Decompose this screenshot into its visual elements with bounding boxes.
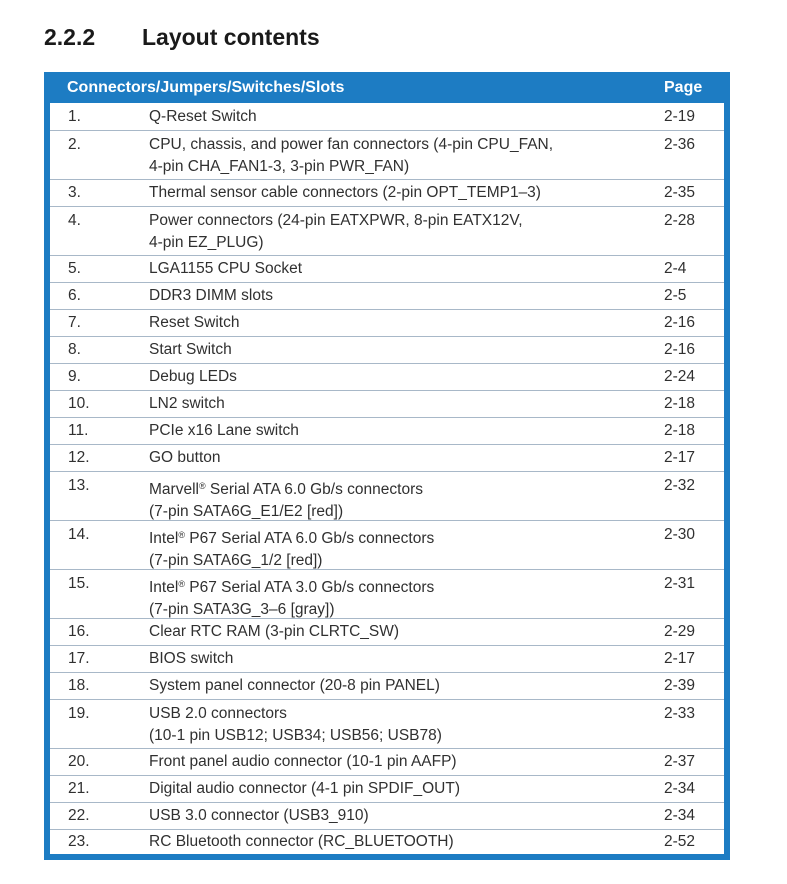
section-title: Layout contents bbox=[142, 23, 320, 50]
row-description bbox=[149, 703, 664, 748]
table-row bbox=[50, 520, 724, 569]
table-row bbox=[50, 618, 724, 645]
row-number: 11. bbox=[68, 422, 89, 439]
row-number: 18. bbox=[68, 677, 90, 694]
row-number: 14. bbox=[68, 526, 90, 543]
section-heading bbox=[44, 22, 320, 52]
row-description bbox=[149, 366, 664, 388]
row-description bbox=[149, 751, 664, 773]
row-page: 2-52 bbox=[664, 833, 696, 850]
table-row bbox=[50, 748, 724, 775]
row-number: 13. bbox=[68, 477, 90, 494]
brand-name: Intel bbox=[149, 530, 179, 547]
row-number: 16. bbox=[68, 623, 90, 640]
row-page: 2-19 bbox=[664, 107, 696, 125]
row-number: 23. bbox=[68, 833, 90, 850]
row-description bbox=[149, 675, 664, 697]
row-number: 3. bbox=[68, 184, 81, 201]
description-line-1: Power connectors (24-pin EATXPWR, 8-pin EATX12V, bbox=[149, 212, 523, 229]
row-description bbox=[149, 393, 664, 415]
row-page: 2-24 bbox=[664, 368, 696, 385]
brand-name: Marvell bbox=[149, 481, 199, 498]
row-page: 2-18 bbox=[664, 395, 696, 412]
row-number: 17. bbox=[68, 650, 90, 667]
description-line-2: (10-1 pin USB12; USB34; USB56; USB78) bbox=[149, 727, 442, 744]
row-page: 2-34 bbox=[664, 780, 696, 797]
row-description bbox=[149, 524, 664, 569]
row-number: 10. bbox=[68, 395, 90, 412]
description-line-1: Digital audio connector (4-1 pin SPDIF_OUT) bbox=[149, 780, 460, 797]
row-number: 22. bbox=[68, 807, 90, 824]
row-description bbox=[149, 831, 664, 853]
table-row bbox=[50, 802, 724, 829]
table-row bbox=[50, 471, 724, 520]
description-line-1: GO button bbox=[149, 449, 221, 466]
row-number: 5. bbox=[68, 260, 81, 277]
description-line-1 bbox=[149, 573, 664, 599]
row-number: 9. bbox=[68, 368, 81, 385]
row-number: 20. bbox=[68, 753, 90, 770]
row-page: 2-35 bbox=[664, 184, 696, 201]
row-page: 2-17 bbox=[664, 449, 696, 466]
row-number: 19. bbox=[68, 705, 90, 722]
row-description bbox=[149, 420, 664, 442]
registered-mark: ® bbox=[178, 530, 185, 540]
table-row bbox=[50, 699, 724, 748]
row-description bbox=[149, 621, 664, 643]
row-description bbox=[149, 106, 664, 128]
row-number: 1. bbox=[68, 107, 81, 125]
table-row bbox=[50, 363, 724, 390]
description-line-1: DDR3 DIMM slots bbox=[149, 287, 274, 304]
table-body bbox=[50, 103, 724, 854]
row-number: 15. bbox=[68, 575, 90, 592]
brand-name: Intel bbox=[149, 579, 179, 596]
table-row bbox=[50, 309, 724, 336]
row-description bbox=[149, 475, 664, 520]
row-number: 7. bbox=[68, 314, 81, 331]
row-description bbox=[149, 134, 664, 179]
description-line-1: Q-Reset Switch bbox=[149, 107, 257, 125]
table-row bbox=[50, 130, 724, 179]
description-line-1: Start Switch bbox=[149, 341, 232, 358]
description-line-1: System panel connector (20-8 pin PANEL) bbox=[149, 677, 440, 694]
table-row bbox=[50, 775, 724, 802]
row-number: 12. bbox=[68, 449, 90, 466]
table-row bbox=[50, 645, 724, 672]
table-row bbox=[50, 282, 724, 309]
row-page: 2-5 bbox=[664, 287, 687, 304]
description-line-2: 4-pin CHA_FAN1-3, 3-pin PWR_FAN) bbox=[149, 158, 410, 175]
description-line-1 bbox=[149, 475, 664, 501]
table-row bbox=[50, 672, 724, 699]
row-page: 2-32 bbox=[664, 477, 696, 494]
table-row bbox=[50, 255, 724, 282]
table-row bbox=[50, 103, 724, 130]
row-page: 2-16 bbox=[664, 314, 696, 331]
row-description bbox=[149, 182, 664, 204]
description-line-1: LGA1155 CPU Socket bbox=[149, 260, 303, 277]
description-text: P67 Serial ATA 6.0 Gb/s connectors bbox=[184, 530, 435, 547]
row-description bbox=[149, 285, 664, 307]
column-header-label: Connectors/Jumpers/Switches/Slots bbox=[67, 78, 345, 96]
row-page: 2-34 bbox=[664, 807, 696, 824]
layout-contents-table bbox=[44, 72, 730, 860]
row-description bbox=[149, 447, 664, 469]
row-page: 2-29 bbox=[664, 623, 696, 640]
registered-mark: ® bbox=[198, 481, 206, 491]
table-row bbox=[50, 829, 724, 854]
row-page: 2-30 bbox=[664, 526, 696, 543]
row-description bbox=[149, 312, 664, 334]
row-page: 2-39 bbox=[664, 677, 696, 694]
row-page: 2-36 bbox=[664, 136, 696, 153]
row-description bbox=[149, 648, 664, 670]
description-line-1: Front panel audio connector (10-1 pin AAFP) bbox=[149, 753, 457, 770]
description-line-1: BIOS switch bbox=[149, 650, 234, 667]
table-row bbox=[50, 336, 724, 363]
table-header bbox=[50, 72, 724, 103]
description-text: P67 Serial ATA 3.0 Gb/s connectors bbox=[184, 579, 435, 596]
description-line-1: LN2 switch bbox=[149, 395, 225, 412]
row-page: 2-18 bbox=[664, 422, 696, 439]
section-number: 2.2.2 bbox=[44, 23, 96, 50]
table-row bbox=[50, 417, 724, 444]
description-text: Serial ATA 6.0 Gb/s connectors bbox=[205, 481, 423, 498]
description-line-1: Thermal sensor cable connectors (2-pin OPT_TEMP1–3) bbox=[149, 184, 541, 201]
table-row bbox=[50, 179, 724, 206]
registered-mark: ® bbox=[178, 579, 185, 589]
row-description bbox=[149, 258, 664, 280]
column-header-page: Page bbox=[664, 78, 703, 96]
table-row bbox=[50, 206, 724, 255]
description-line-1: Clear RTC RAM (3-pin CLRTC_SW) bbox=[149, 623, 400, 640]
description-line-2: (7-pin SATA6G_E1/E2 [red]) bbox=[149, 503, 344, 520]
description-line-1: USB 2.0 connectors bbox=[149, 705, 287, 722]
row-description bbox=[149, 210, 664, 255]
row-number: 2. bbox=[68, 136, 81, 153]
row-page: 2-17 bbox=[664, 650, 696, 667]
table-row bbox=[50, 390, 724, 417]
row-description bbox=[149, 805, 664, 827]
row-page: 2-37 bbox=[664, 753, 696, 770]
row-description bbox=[149, 573, 664, 618]
row-page: 2-28 bbox=[664, 212, 696, 229]
row-number: 8. bbox=[68, 341, 81, 358]
row-number: 4. bbox=[68, 212, 81, 229]
row-page: 2-4 bbox=[664, 260, 687, 277]
row-page: 2-31 bbox=[664, 575, 696, 592]
description-line-1: RC Bluetooth connector (RC_BLUETOOTH) bbox=[149, 833, 454, 850]
row-number: 6. bbox=[68, 287, 81, 304]
table-row bbox=[50, 444, 724, 471]
description-line-1: CPU, chassis, and power fan connectors (4-pin CPU_FAN, bbox=[149, 136, 554, 153]
description-line-1 bbox=[149, 524, 664, 550]
row-page: 2-16 bbox=[664, 341, 696, 358]
description-line-1: PCIe x16 Lane switch bbox=[149, 422, 299, 439]
row-description bbox=[149, 778, 664, 800]
description-line-1: USB 3.0 connector (USB3_910) bbox=[149, 807, 369, 824]
table-row bbox=[50, 569, 724, 618]
description-line-1: Reset Switch bbox=[149, 314, 240, 331]
description-line-1: Debug LEDs bbox=[149, 368, 237, 385]
row-page: 2-33 bbox=[664, 705, 696, 722]
row-number: 21. bbox=[68, 780, 90, 797]
description-line-2: 4-pin EZ_PLUG) bbox=[149, 234, 264, 251]
row-description bbox=[149, 339, 664, 361]
description-line-2: (7-pin SATA3G_3–6 [gray]) bbox=[149, 601, 335, 618]
description-line-2: (7-pin SATA6G_1/2 [red]) bbox=[149, 552, 323, 569]
